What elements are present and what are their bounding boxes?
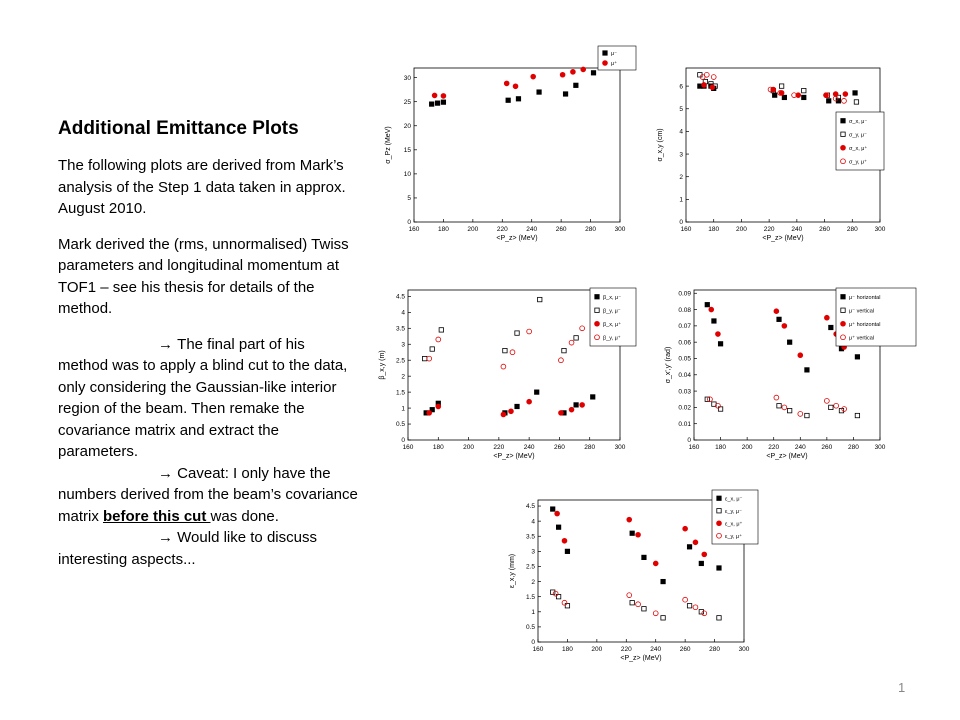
legend-label: ε_x, μ⁻ — [725, 496, 743, 503]
data-point-series-2 — [709, 307, 714, 312]
data-point-series-3 — [702, 611, 707, 616]
legend-label: β_y, μ⁺ — [603, 335, 621, 342]
data-point-series-1 — [441, 94, 446, 99]
data-point-series-2 — [798, 353, 803, 358]
data-point-series-1 — [430, 347, 434, 351]
y-tick-label: 1 — [531, 608, 535, 616]
data-point-series-2 — [555, 511, 560, 516]
y-tick-label: 1 — [679, 196, 683, 204]
x-tick-label: 200 — [591, 646, 603, 653]
x-tick-label: 240 — [523, 444, 535, 451]
y-tick-label: 0.09 — [678, 290, 691, 298]
legend-marker — [603, 51, 607, 55]
y-tick-label: 0.03 — [678, 388, 691, 396]
data-point-series-3 — [627, 593, 632, 598]
arrow-right-icon: → — [158, 335, 173, 353]
y-tick-label: 0.05 — [678, 355, 691, 363]
legend-marker — [717, 521, 722, 526]
data-point-series-0 — [537, 90, 541, 94]
y-tick-label: 3 — [679, 151, 683, 159]
chart-beta — [376, 280, 636, 470]
legend-marker — [717, 496, 721, 500]
data-point-series-0 — [516, 97, 520, 101]
y-tick-label: 0.5 — [395, 421, 405, 429]
legend-label: μ⁻ horizontal — [849, 294, 881, 301]
data-point-series-3 — [774, 395, 779, 400]
data-point-series-3 — [834, 403, 839, 408]
y-tick-label: 1.5 — [395, 389, 405, 397]
data-point-series-1 — [779, 84, 783, 88]
y-tick-label: 0.04 — [678, 371, 691, 379]
data-point-series-1 — [642, 607, 646, 611]
x-tick-label: 220 — [493, 444, 505, 451]
data-point-series-0 — [772, 93, 776, 97]
slide-title: Additional Emittance Plots — [58, 118, 299, 139]
y-tick-label: 4.5 — [395, 293, 405, 301]
chart-sigma-pz — [376, 40, 636, 245]
data-point-series-3 — [636, 602, 641, 607]
y-tick-label: 0.06 — [678, 339, 691, 347]
y-tick-label: 0.5 — [525, 624, 535, 632]
data-point-series-2 — [527, 399, 532, 404]
y-tick-label: 10 — [403, 171, 411, 179]
data-point-series-0 — [441, 100, 445, 104]
x-tick-label: 220 — [763, 226, 775, 233]
data-point-series-3 — [824, 398, 829, 403]
data-point-series-3 — [562, 600, 567, 605]
x-tick-label: 260 — [553, 444, 565, 451]
plot-frame — [408, 290, 620, 440]
legend-label: ε_y, μ⁺ — [725, 533, 742, 540]
y-tick-label: 4.5 — [525, 503, 535, 511]
legend-label: μ⁻ vertical — [849, 308, 875, 315]
y-tick-label: 3.5 — [395, 325, 405, 333]
data-point-series-1 — [802, 88, 806, 92]
data-point-series-0 — [435, 101, 439, 105]
discuss-text: Would like to discuss interesting aspects... — [58, 529, 317, 568]
data-point-series-0 — [642, 555, 646, 559]
paragraph-twiss: Mark derived the (rms, unnormalised) Twiss parameters and longitudinal momentum at TOF1 – see his thesis for details of the method. — [58, 235, 349, 317]
x-tick-label: 240 — [526, 226, 538, 233]
data-point-series-0 — [712, 319, 716, 323]
data-point-series-3 — [436, 337, 441, 342]
data-point-series-0 — [717, 566, 721, 570]
legend-marker — [603, 61, 608, 66]
data-point-series-3 — [501, 364, 506, 369]
x-tick-label: 260 — [819, 226, 831, 233]
data-point-series-0 — [802, 95, 806, 99]
data-point-series-0 — [777, 317, 781, 321]
x-tick-label: 180 — [708, 226, 720, 233]
y-tick-label: 3 — [531, 548, 535, 556]
legend-marker — [595, 295, 599, 299]
data-point-series-2 — [702, 83, 707, 88]
data-point-series-1 — [560, 72, 565, 77]
paragraph-discuss — [58, 527, 358, 570]
data-point-series-2 — [653, 561, 658, 566]
legend-marker — [595, 321, 600, 326]
x-tick-label: 180 — [561, 646, 573, 653]
legend-label: σ_x, μ⁻ — [849, 118, 868, 125]
data-point-series-1 — [504, 81, 509, 86]
y-tick-label: 4 — [401, 309, 405, 317]
data-point-series-2 — [501, 412, 506, 417]
x-tick-label: 300 — [614, 444, 626, 451]
data-point-series-2 — [436, 404, 441, 409]
data-point-series-2 — [636, 532, 641, 537]
x-tick-label: 160 — [402, 444, 414, 451]
y-tick-label: 20 — [403, 122, 411, 130]
x-tick-label: 160 — [688, 444, 700, 451]
x-tick-label: 260 — [679, 646, 691, 653]
caveat-text: Caveat: I only have the numbers derived from the beam’s covariance matrix — [58, 464, 358, 525]
data-point-series-0 — [705, 302, 709, 306]
x-tick-label: 280 — [584, 444, 596, 451]
data-point-series-2 — [716, 332, 721, 337]
arrow-right-icon: → — [158, 529, 173, 546]
x-tick-label: 240 — [791, 226, 803, 233]
chart-sigma-xp — [658, 280, 918, 470]
data-point-series-0 — [556, 525, 560, 529]
data-point-series-1 — [513, 84, 518, 89]
data-point-series-2 — [774, 309, 779, 314]
x-axis-label: <P_z> (MeV) — [762, 235, 804, 242]
x-axis-label: <P_z> (MeV) — [766, 453, 808, 460]
data-point-series-1 — [855, 413, 859, 417]
legend-marker — [841, 145, 846, 150]
data-point-series-3 — [559, 358, 564, 363]
x-tick-label: 300 — [614, 226, 626, 233]
data-point-series-0 — [630, 531, 634, 535]
slide-body — [58, 155, 358, 570]
y-tick-label: 5 — [679, 105, 683, 113]
data-point-series-1 — [630, 601, 634, 605]
data-point-series-1 — [687, 604, 691, 608]
legend-marker — [841, 295, 845, 299]
data-point-series-1 — [717, 616, 721, 620]
data-point-series-2 — [562, 538, 567, 543]
paragraph-intro: The following plots are derived from Mark’s analysis of the Step 1 data taken in approx. August 2010. — [58, 157, 346, 217]
x-tick-label: 240 — [794, 444, 806, 451]
legend-label: ε_x, μ⁺ — [725, 521, 743, 528]
legend-label: σ_y, μ⁻ — [849, 132, 867, 139]
x-axis-label: <P_z> (MeV) — [620, 655, 662, 662]
y-tick-label: 30 — [403, 74, 411, 82]
y-tick-label: 4 — [531, 518, 535, 526]
data-point-series-3 — [708, 397, 713, 402]
x-tick-label: 220 — [620, 646, 632, 653]
y-axis-label: σ_x,y (cm) — [657, 128, 664, 162]
data-point-series-0 — [535, 390, 539, 394]
data-point-series-0 — [429, 102, 433, 106]
y-axis-label: ε_x,y (mm) — [509, 553, 516, 589]
data-point-series-0 — [565, 549, 569, 553]
legend-marker — [841, 321, 846, 326]
data-point-series-3 — [711, 75, 716, 80]
data-point-series-1 — [805, 413, 809, 417]
y-tick-label: 2 — [401, 373, 405, 381]
data-point-series-1 — [538, 297, 542, 301]
chart-emittance — [500, 490, 760, 665]
y-tick-label: 1.5 — [525, 593, 535, 601]
data-point-series-0 — [853, 91, 857, 95]
data-point-series-1 — [531, 74, 536, 79]
data-point-series-2 — [683, 526, 688, 531]
data-point-series-0 — [855, 355, 859, 359]
y-tick-label: 1 — [401, 405, 405, 413]
data-point-series-3 — [683, 597, 688, 602]
y-tick-label: 25 — [403, 98, 411, 106]
y-tick-label: 2.5 — [525, 563, 535, 571]
legend-label: σ_x, μ⁺ — [849, 145, 868, 152]
x-tick-label: 280 — [585, 226, 597, 233]
x-tick-label: 160 — [532, 646, 544, 653]
data-point-series-0 — [829, 325, 833, 329]
data-point-series-1 — [854, 100, 858, 104]
x-tick-label: 180 — [432, 444, 444, 451]
data-point-series-1 — [571, 69, 576, 74]
data-point-series-0 — [787, 340, 791, 344]
x-axis-label: <P_z> (MeV) — [493, 453, 535, 460]
data-point-series-0 — [718, 342, 722, 346]
y-tick-label: 0.02 — [678, 404, 691, 412]
data-point-series-2 — [693, 540, 698, 545]
data-point-series-1 — [829, 405, 833, 409]
y-tick-label: 15 — [403, 147, 411, 155]
y-tick-label: 0 — [531, 639, 535, 647]
data-point-series-2 — [509, 409, 514, 414]
data-point-series-3 — [553, 591, 558, 596]
data-point-series-2 — [833, 92, 838, 97]
x-tick-label: 200 — [735, 226, 747, 233]
x-tick-label: 260 — [821, 444, 833, 451]
data-point-series-3 — [842, 98, 847, 103]
data-point-series-1 — [777, 404, 781, 408]
page-number: 1 — [898, 680, 906, 695]
y-tick-label: 4 — [679, 128, 683, 136]
y-tick-label: 3.5 — [525, 533, 535, 541]
x-tick-label: 180 — [437, 226, 449, 233]
x-tick-label: 300 — [738, 646, 750, 653]
data-point-series-0 — [782, 95, 786, 99]
data-point-series-1 — [515, 331, 519, 335]
data-point-series-2 — [824, 315, 829, 320]
data-point-series-1 — [439, 328, 443, 332]
data-point-series-1 — [422, 356, 426, 360]
data-point-series-1 — [661, 616, 665, 620]
x-tick-label: 240 — [650, 646, 662, 653]
x-tick-label: 280 — [846, 226, 858, 233]
y-tick-label: 2 — [531, 578, 535, 586]
data-point-series-1 — [581, 67, 586, 72]
legend-label: μ⁺ — [611, 61, 618, 67]
y-tick-label: 5 — [407, 195, 411, 203]
data-point-series-3 — [510, 350, 515, 355]
x-tick-label: 160 — [408, 226, 420, 233]
data-point-series-2 — [843, 92, 848, 97]
paragraph-caveat — [58, 463, 358, 528]
data-point-series-0 — [591, 71, 595, 75]
data-point-series-0 — [827, 99, 831, 103]
x-tick-label: 200 — [463, 444, 475, 451]
data-point-series-3 — [569, 340, 574, 345]
y-tick-label: 2 — [679, 173, 683, 181]
data-point-series-2 — [559, 410, 564, 415]
caveat-underlined: before this cut — [103, 507, 211, 525]
data-point-series-0 — [563, 92, 567, 96]
data-point-series-2 — [702, 552, 707, 557]
data-point-series-3 — [580, 326, 585, 331]
y-axis-label: σ_Pz (MeV) — [385, 126, 392, 164]
data-point-series-0 — [661, 579, 665, 583]
legend-label: β_y, μ⁻ — [603, 308, 621, 315]
y-tick-label: 0 — [679, 219, 683, 227]
x-tick-label: 280 — [709, 646, 721, 653]
data-point-series-3 — [527, 329, 532, 334]
y-tick-label: 0.01 — [678, 420, 691, 428]
x-tick-label: 260 — [555, 226, 567, 233]
x-axis-label: <P_z> (MeV) — [496, 235, 538, 242]
data-point-series-0 — [574, 83, 578, 87]
y-tick-label: 0 — [687, 437, 691, 445]
legend-label: β_x, μ⁺ — [603, 321, 622, 328]
y-tick-label: 3 — [401, 341, 405, 349]
data-point-series-0 — [574, 403, 578, 407]
data-point-series-2 — [569, 407, 574, 412]
legend-label: σ_y, μ⁺ — [849, 159, 867, 166]
chart-sigma-xy — [658, 40, 918, 245]
y-tick-label: 0.07 — [678, 323, 691, 331]
data-point-series-0 — [805, 368, 809, 372]
y-tick-label: 0 — [407, 219, 411, 227]
x-tick-label: 280 — [847, 444, 859, 451]
data-point-series-2 — [627, 517, 632, 522]
data-point-series-0 — [687, 545, 691, 549]
data-point-series-3 — [782, 405, 787, 410]
data-point-series-3 — [653, 611, 658, 616]
data-point-series-2 — [580, 402, 585, 407]
data-point-series-3 — [693, 605, 698, 610]
caveat-text-end: was done. — [210, 507, 279, 525]
data-point-series-0 — [506, 98, 510, 102]
data-point-series-3 — [842, 407, 847, 412]
legend-marker — [841, 119, 845, 123]
paragraph-cut — [58, 334, 358, 463]
x-tick-label: 160 — [680, 226, 692, 233]
legend-label: μ⁺ horizontal — [849, 321, 881, 328]
data-point-series-2 — [427, 410, 432, 415]
y-axis-label: σ_x',y' (rad) — [665, 346, 672, 384]
data-point-series-0 — [591, 395, 595, 399]
y-tick-label: 0.08 — [678, 306, 691, 314]
data-point-series-1 — [503, 348, 507, 352]
data-point-series-3 — [798, 412, 803, 417]
plot-frame — [414, 68, 620, 222]
data-point-series-1 — [432, 93, 437, 98]
data-point-series-2 — [782, 323, 787, 328]
legend-label: μ⁺ vertical — [849, 335, 875, 342]
x-tick-label: 200 — [741, 444, 753, 451]
arrow-right-icon: → — [158, 464, 173, 482]
data-point-series-3 — [704, 72, 709, 77]
legend-label: β_x, μ⁻ — [603, 294, 622, 301]
y-axis-label: β_x,y (m) — [379, 350, 386, 380]
data-point-series-1 — [562, 348, 566, 352]
data-point-series-1 — [787, 408, 791, 412]
legend-label: ε_y, μ⁻ — [725, 508, 742, 515]
x-tick-label: 300 — [874, 226, 886, 233]
data-point-series-0 — [699, 561, 703, 565]
x-tick-label: 300 — [874, 444, 886, 451]
legend-label: μ⁻ — [611, 51, 618, 57]
paragraph-cut-text: The final part of his method was to apply a blind cut to the data, only considering the Gaussian-like interior region of the beam. Then remake the covariance matrix and extract the parameters. — [58, 335, 348, 460]
data-point-series-3 — [427, 356, 432, 361]
x-tick-label: 180 — [715, 444, 727, 451]
y-tick-label: 6 — [679, 83, 683, 91]
y-tick-label: 2.5 — [395, 357, 405, 365]
x-tick-label: 220 — [496, 226, 508, 233]
data-point-series-0 — [551, 507, 555, 511]
data-point-series-1 — [574, 336, 578, 340]
x-tick-label: 200 — [467, 226, 479, 233]
data-point-series-2 — [710, 85, 715, 90]
x-tick-label: 220 — [768, 444, 780, 451]
y-tick-label: 0 — [401, 437, 405, 445]
data-point-series-0 — [515, 404, 519, 408]
